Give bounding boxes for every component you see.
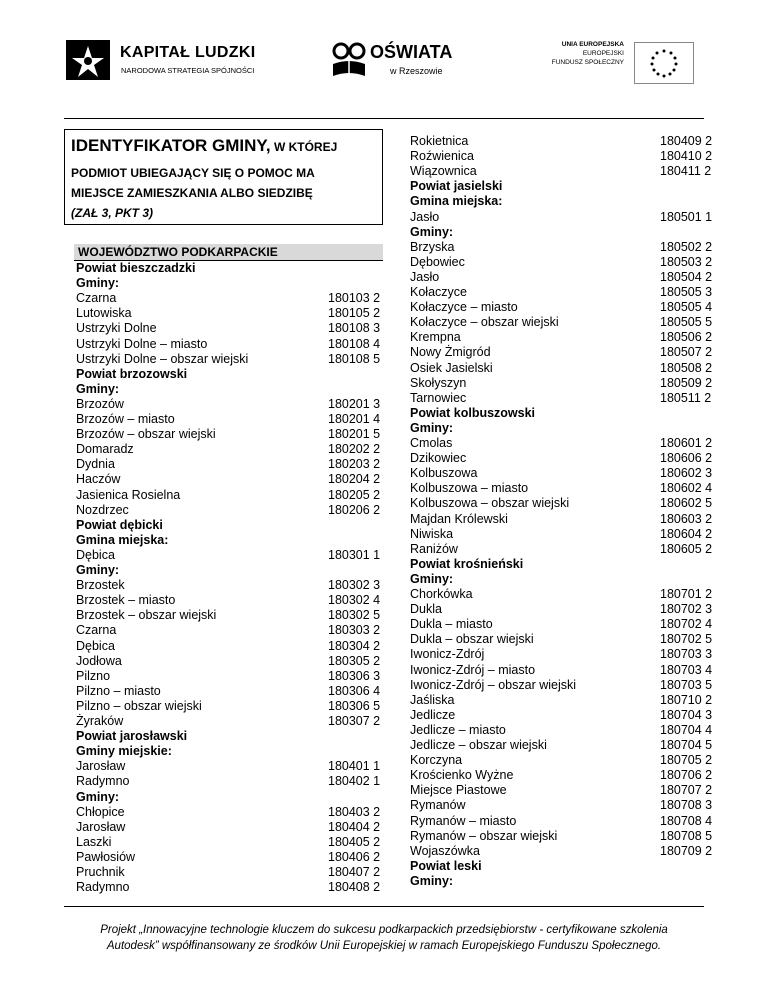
eu-line2: EUROPEJSKI <box>582 50 624 57</box>
gmina-name: Żyraków <box>76 714 124 728</box>
section-heading: Powiat jarosławski <box>76 729 188 744</box>
gmina-name: Dukla – miasto <box>410 617 493 632</box>
gmina-name: Jodłowa <box>76 653 122 668</box>
gmina-code: 180201 3 <box>328 396 381 411</box>
gmina-name: Chorkówka <box>410 587 473 601</box>
eu-line1: UNIA EUROPEJSKA <box>561 41 624 48</box>
gmina-row <box>76 412 386 427</box>
section-heading: Gmina miejska: <box>410 194 503 209</box>
gmina-code: 180707 2 <box>660 783 713 798</box>
gmina-name: Jasienica Rosielna <box>76 487 181 502</box>
gmina-name: Kolbuszowa <box>410 466 478 481</box>
gmina-name: Dębica <box>76 547 115 562</box>
gmina-row <box>410 255 716 270</box>
section-heading: Powiat dębicki <box>76 517 163 532</box>
identifier-box <box>64 129 383 225</box>
gmina-code: 180703 4 <box>660 662 713 677</box>
gmina-name: Dębowiec <box>410 254 465 269</box>
gmina-row <box>410 315 716 330</box>
identifier-title-main: IDENTYFIKATOR GMINY, <box>71 136 271 155</box>
gmina-row <box>76 714 386 729</box>
section-heading-row <box>76 382 386 397</box>
gmina-row <box>410 164 716 179</box>
gmina-name: Rymanów – miasto <box>410 813 517 828</box>
gmina-row <box>76 578 386 593</box>
gmina-row <box>76 865 386 880</box>
gmina-code: 180604 2 <box>660 526 713 541</box>
gmina-row <box>410 134 716 149</box>
gmina-code: 180703 3 <box>660 647 713 662</box>
gmina-name: Iwonicz-Zdrój <box>410 647 485 662</box>
section-heading-row <box>410 179 716 194</box>
gmina-code: 180605 2 <box>660 541 713 556</box>
gmina-row <box>410 678 716 693</box>
gmina-row <box>410 330 716 345</box>
gmina-code: 180301 1 <box>328 547 381 562</box>
gmina-row <box>76 472 386 487</box>
gmina-row <box>76 291 386 306</box>
gmina-row <box>76 654 386 669</box>
gmina-code: 180403 2 <box>328 804 381 819</box>
gmina-name: Pawłosiów <box>76 849 136 864</box>
section-heading-row <box>76 533 386 548</box>
gmina-row <box>76 457 386 472</box>
gmina-row <box>76 442 386 457</box>
gmina-name: Ustrzyki Dolne – miasto <box>76 336 208 351</box>
gmina-row <box>76 880 386 895</box>
gmina-name: Miejsce Piastowe <box>410 783 507 798</box>
gmina-name: Brzozów <box>76 396 124 411</box>
gmina-name: Osiek Jasielski <box>410 360 493 375</box>
gmina-row <box>410 240 716 255</box>
section-heading: Powiat bieszczadzki <box>76 261 196 275</box>
gmina-code: 180201 5 <box>328 427 381 442</box>
gmina-row <box>410 632 716 647</box>
gmina-row <box>76 321 386 336</box>
gmina-code: 180704 3 <box>660 707 713 722</box>
page-footer <box>64 922 704 954</box>
gmina-name: Dukla <box>410 602 442 617</box>
footer-line1: Projekt „Innowacyjne technologie kluczem do sukcesu podkarpackich przedsiębiorstw - certyfikowane szkolenia <box>100 924 668 936</box>
section-heading-row <box>76 276 386 291</box>
gmina-name: Kolbuszowa – obszar wiejski <box>410 496 570 511</box>
gmina-row <box>410 542 716 557</box>
section-heading: Powiat leski <box>410 858 482 873</box>
oswiata-logo <box>330 40 470 82</box>
gmina-code: 180708 4 <box>660 813 713 828</box>
gmina-name: Brzozów – miasto <box>76 412 175 426</box>
gmina-row <box>76 397 386 412</box>
gmina-name: Cmolas <box>410 436 453 450</box>
section-heading-row <box>76 790 386 805</box>
gmina-row <box>410 512 716 527</box>
gmina-name: Chłopice <box>76 804 125 819</box>
gmina-name: Kołaczyce <box>410 285 467 299</box>
gmina-row <box>410 587 716 602</box>
gmina-row <box>410 647 716 662</box>
gmina-code: 180508 2 <box>660 360 713 375</box>
section-heading: Gminy: <box>410 420 454 435</box>
gmina-row <box>410 391 716 406</box>
gmina-name: Kołaczyce – miasto <box>410 300 518 315</box>
gmina-name: Pilzno – miasto <box>76 683 161 698</box>
gmina-code: 180206 2 <box>328 502 381 517</box>
gmina-code: 180706 2 <box>660 768 713 783</box>
gmina-name: Krempna <box>410 330 461 345</box>
gmina-code: 180504 2 <box>660 269 713 284</box>
gmina-name: Pilzno – obszar wiejski <box>76 698 202 713</box>
gmina-row <box>76 488 386 503</box>
identifier-title <box>71 136 337 156</box>
owl-book-icon <box>330 40 368 80</box>
gmina-row <box>410 844 716 859</box>
gmina-name: Jasło <box>410 269 440 284</box>
gmina-name: Brzostek <box>76 578 125 593</box>
section-heading-row <box>410 557 716 572</box>
gmina-name: Roźwienica <box>410 149 474 164</box>
section-heading-row <box>410 859 716 874</box>
gmina-code: 180409 2 <box>660 134 713 148</box>
gmina-name: Korczyna <box>410 753 463 768</box>
gmina-row <box>410 481 716 496</box>
section-heading-row <box>76 744 386 759</box>
gmina-row <box>410 451 716 466</box>
gmina-name: Jedlicze – obszar wiejski <box>410 738 547 752</box>
section-heading: Gminy: <box>410 571 454 586</box>
gmina-code: 180704 5 <box>660 738 713 752</box>
gmina-name: Dzikowiec <box>410 451 467 466</box>
gmina-name: Kołaczyce – obszar wiejski <box>410 315 559 330</box>
gmina-name: Radymno <box>76 880 130 895</box>
gmina-row <box>410 798 716 813</box>
gmina-code: 180205 2 <box>328 487 381 502</box>
gmina-row <box>410 300 716 315</box>
gmina-code: 180108 5 <box>328 351 381 366</box>
gmina-name: Lutowiska <box>76 306 132 321</box>
gmina-code: 180702 4 <box>660 617 713 632</box>
gmina-code: 180304 2 <box>328 638 381 653</box>
section-heading: Gminy miejskie: <box>76 744 172 759</box>
gmina-code: 180606 2 <box>660 451 713 466</box>
gmina-code: 180405 2 <box>328 834 381 849</box>
section-heading-row <box>76 261 386 276</box>
gmina-code: 180306 3 <box>328 668 381 683</box>
section-heading-row <box>410 572 716 587</box>
gmina-row <box>410 149 716 164</box>
gmina-name: Dydnia <box>76 457 115 472</box>
section-heading: Gminy: <box>76 563 120 577</box>
gmina-code: 180201 4 <box>328 412 381 426</box>
gmina-code: 180702 3 <box>660 602 713 617</box>
gmina-row <box>410 693 716 708</box>
oswiata-subtitle: w Rzeszowie <box>390 66 443 76</box>
gmina-row <box>410 814 716 829</box>
gmina-name: Jedlicze <box>410 707 456 722</box>
identifier-line2: MIEJSCE ZAMIESZKANIA ALBO SIEDZIBĘ <box>71 186 313 200</box>
gmina-name: Ustrzyki Dolne <box>76 321 157 336</box>
gmina-row <box>410 376 716 391</box>
gmina-name: Kolbuszowa – miasto <box>410 481 529 496</box>
section-heading-row <box>76 367 386 382</box>
kapital-ludzki-logo <box>64 36 264 86</box>
gmina-code: 180402 1 <box>328 774 381 789</box>
gmina-row <box>410 496 716 511</box>
gmina-row <box>76 352 386 367</box>
gmina-code: 180506 2 <box>660 330 713 345</box>
gmina-code: 180602 4 <box>660 481 713 496</box>
gmina-name: Brzostek – miasto <box>76 593 176 608</box>
gmina-code: 180407 2 <box>328 865 381 879</box>
gmina-code: 180503 2 <box>660 254 713 269</box>
gmina-name: Niwiska <box>410 526 454 541</box>
section-heading-row <box>76 729 386 744</box>
gmina-row <box>410 829 716 844</box>
gmina-code: 180204 2 <box>328 472 381 487</box>
gmina-code: 180203 2 <box>328 457 381 472</box>
gmina-code: 180305 2 <box>328 653 381 668</box>
gmina-name: Domaradz <box>76 442 134 457</box>
gmina-row <box>410 270 716 285</box>
gmina-row <box>410 753 716 768</box>
identifier-line1: PODMIOT UBIEGAJĄCY SIĘ O POMOC MA <box>71 166 315 180</box>
gmina-code: 180411 2 <box>660 164 712 179</box>
gmina-code: 180303 2 <box>328 623 381 638</box>
eu-line3: FUNDUSZ SPOŁECZNY <box>551 59 624 66</box>
gmina-name: Jaśliska <box>410 692 455 707</box>
gmina-code: 180703 5 <box>660 677 713 692</box>
section-heading: Gminy: <box>76 381 120 396</box>
gmina-name: Dukla – obszar wiejski <box>410 632 534 647</box>
eu-flag-icon <box>634 42 694 84</box>
gmina-row <box>410 361 716 376</box>
kapital-ludzki-title: KAPITAŁ LUDZKI <box>120 44 256 61</box>
gmina-row <box>76 805 386 820</box>
section-heading: Powiat brzozowski <box>76 366 188 381</box>
gmina-code: 180702 5 <box>660 632 713 647</box>
gmina-row <box>76 835 386 850</box>
gmina-row <box>76 759 386 774</box>
gmina-code: 180602 3 <box>660 466 713 481</box>
gmina-code: 180708 3 <box>660 798 713 813</box>
footer-divider <box>64 906 704 907</box>
gmina-name: Dębica <box>76 638 115 653</box>
gmina-row <box>410 738 716 753</box>
kapital-ludzki-star-icon <box>64 36 112 86</box>
gmina-code: 180307 2 <box>328 714 381 728</box>
gmina-code: 180108 4 <box>328 336 381 351</box>
gmina-row <box>410 466 716 481</box>
gmina-row <box>76 850 386 865</box>
gmina-code: 180306 4 <box>328 683 381 698</box>
gmina-code: 180404 2 <box>328 819 381 834</box>
gmina-row <box>76 774 386 789</box>
gmina-name: Rymanów <box>410 798 466 813</box>
section-heading-row <box>410 421 716 436</box>
gmina-name: Skołyszyn <box>410 375 467 390</box>
gmina-row <box>410 783 716 798</box>
gmina-row <box>410 210 716 225</box>
gmina-name: Czarna <box>76 623 117 638</box>
gmina-name: Pilzno <box>76 668 111 683</box>
footer-line2: Autodesk” współfinansowany ze środków Unii Europejskiej w ramach Europejskiego Funduszu Społecznego. <box>106 940 662 952</box>
gmina-code: 180302 5 <box>328 608 381 623</box>
gmina-name: Brzostek – obszar wiejski <box>76 608 217 623</box>
page-header <box>0 0 768 120</box>
gmina-row <box>410 768 716 783</box>
section-heading-row <box>76 563 386 578</box>
gmina-code: 180603 2 <box>660 511 713 526</box>
gmina-code: 180507 2 <box>660 345 713 360</box>
section-heading: Gminy: <box>76 789 120 804</box>
gmina-code: 180202 2 <box>328 442 381 457</box>
gmina-name: Jarosław <box>76 819 126 834</box>
gmina-name: Rymanów – obszar wiejski <box>410 828 558 843</box>
gmina-row <box>410 527 716 542</box>
gmina-code: 180708 5 <box>660 828 713 843</box>
gmina-row <box>76 608 386 623</box>
gmina-name: Brzozów – obszar wiejski <box>76 427 216 442</box>
gmina-name: Krościenko Wyżne <box>410 768 514 783</box>
gmina-name: Tarnowiec <box>410 390 467 405</box>
gmina-name: Wiązownica <box>410 164 477 179</box>
gmina-row <box>76 820 386 835</box>
gmina-row <box>76 427 386 442</box>
gmina-row <box>76 548 386 563</box>
section-heading-row <box>410 874 716 889</box>
eu-text <box>552 40 624 67</box>
eu-logo <box>530 40 700 84</box>
gmina-name: Radymno <box>76 774 130 789</box>
gmina-row <box>410 602 716 617</box>
identifier-reference: (ZAŁ 3, PKT 3) <box>71 206 154 220</box>
section-heading: Powiat jasielski <box>410 179 503 194</box>
gmina-code: 180505 4 <box>660 300 713 315</box>
gmina-row <box>410 708 716 723</box>
gmina-code: 180705 2 <box>660 753 713 768</box>
gmina-name: Iwonicz-Zdrój – miasto <box>410 662 536 677</box>
gmina-row <box>76 639 386 654</box>
gmina-row <box>76 684 386 699</box>
gmina-code: 180511 2 <box>660 390 712 405</box>
section-heading: Gminy: <box>410 873 454 888</box>
gmina-name: Laszki <box>76 834 112 849</box>
gmina-code: 180602 5 <box>660 496 713 511</box>
gmina-row <box>410 617 716 632</box>
gmina-code: 180108 3 <box>328 321 381 336</box>
gmina-row <box>76 503 386 518</box>
gmina-code: 180509 2 <box>660 375 713 390</box>
gmina-row <box>410 723 716 738</box>
gmina-row <box>76 306 386 321</box>
gmina-code: 180710 2 <box>660 692 713 707</box>
gmina-code: 180410 2 <box>660 149 713 164</box>
gmina-code: 180401 1 <box>328 759 381 774</box>
gmina-code: 180601 2 <box>660 436 713 450</box>
gmina-row <box>410 436 716 451</box>
gmina-code: 180306 5 <box>328 698 381 713</box>
gmina-name: Czarna <box>76 291 117 306</box>
gmina-row <box>76 623 386 638</box>
gmina-code: 180302 4 <box>328 593 381 608</box>
section-heading-row <box>410 194 716 209</box>
gmina-name: Rokietnica <box>410 134 469 148</box>
section-heading: Powiat krośnieński <box>410 556 524 571</box>
section-heading: Powiat kolbuszowski <box>410 405 536 420</box>
section-heading: Gminy: <box>76 276 120 291</box>
oswiata-title: OŚWIATA <box>370 42 453 62</box>
gmina-name: Jedlicze – miasto <box>410 722 506 737</box>
section-heading-row <box>410 406 716 421</box>
gmina-code: 180103 2 <box>328 291 381 306</box>
gmina-code: 180704 4 <box>660 722 713 737</box>
gmina-name: Ustrzyki Dolne – obszar wiejski <box>76 351 249 366</box>
gmina-name: Iwonicz-Zdrój – obszar wiejski <box>410 677 577 692</box>
gmina-name: Haczów <box>76 472 121 487</box>
gmina-name: Jarosław <box>76 759 126 774</box>
gmina-row <box>76 669 386 684</box>
gmina-code: 180406 2 <box>328 849 381 864</box>
gmina-code: 180302 3 <box>328 578 381 593</box>
gmina-name: Majdan Królewski <box>410 511 508 526</box>
section-heading: Gmina miejska: <box>76 532 169 547</box>
gmina-name: Brzyska <box>410 239 455 254</box>
header-divider <box>64 118 704 119</box>
gmina-name: Nowy Żmigród <box>410 345 491 360</box>
gmina-name: Nozdrzec <box>76 502 129 517</box>
wojewodztwo-header: WOJEWÓDZTWO PODKARPACKIE <box>74 244 383 261</box>
gmina-name: Jasło <box>410 209 440 224</box>
gmina-name: Raniżów <box>410 541 458 556</box>
gmina-row <box>76 337 386 352</box>
section-heading: Gminy: <box>410 224 454 239</box>
gmina-code: 180505 3 <box>660 285 713 299</box>
gmina-row <box>76 699 386 714</box>
gmina-code: 180701 2 <box>660 587 713 601</box>
gmina-code: 180502 2 <box>660 239 713 254</box>
identifier-title-rest: W KTÓREJ <box>270 140 338 154</box>
gmina-code: 180105 2 <box>328 306 381 321</box>
gmina-name: Wojaszówka <box>410 843 480 858</box>
gmina-row <box>410 663 716 678</box>
gmina-code: 180709 2 <box>660 843 713 858</box>
gmina-code: 180408 2 <box>328 880 381 895</box>
gmina-row <box>410 345 716 360</box>
section-heading-row <box>76 518 386 533</box>
gmina-row <box>410 285 716 300</box>
gmina-code: 180501 1 <box>660 209 713 224</box>
gmina-code: 180505 5 <box>660 315 713 330</box>
gmina-row <box>76 593 386 608</box>
section-heading-row <box>410 225 716 240</box>
kapital-ludzki-subtitle: NARODOWA STRATEGIA SPÓJNOŚCI <box>121 66 255 75</box>
gmina-name: Pruchnik <box>76 865 125 879</box>
